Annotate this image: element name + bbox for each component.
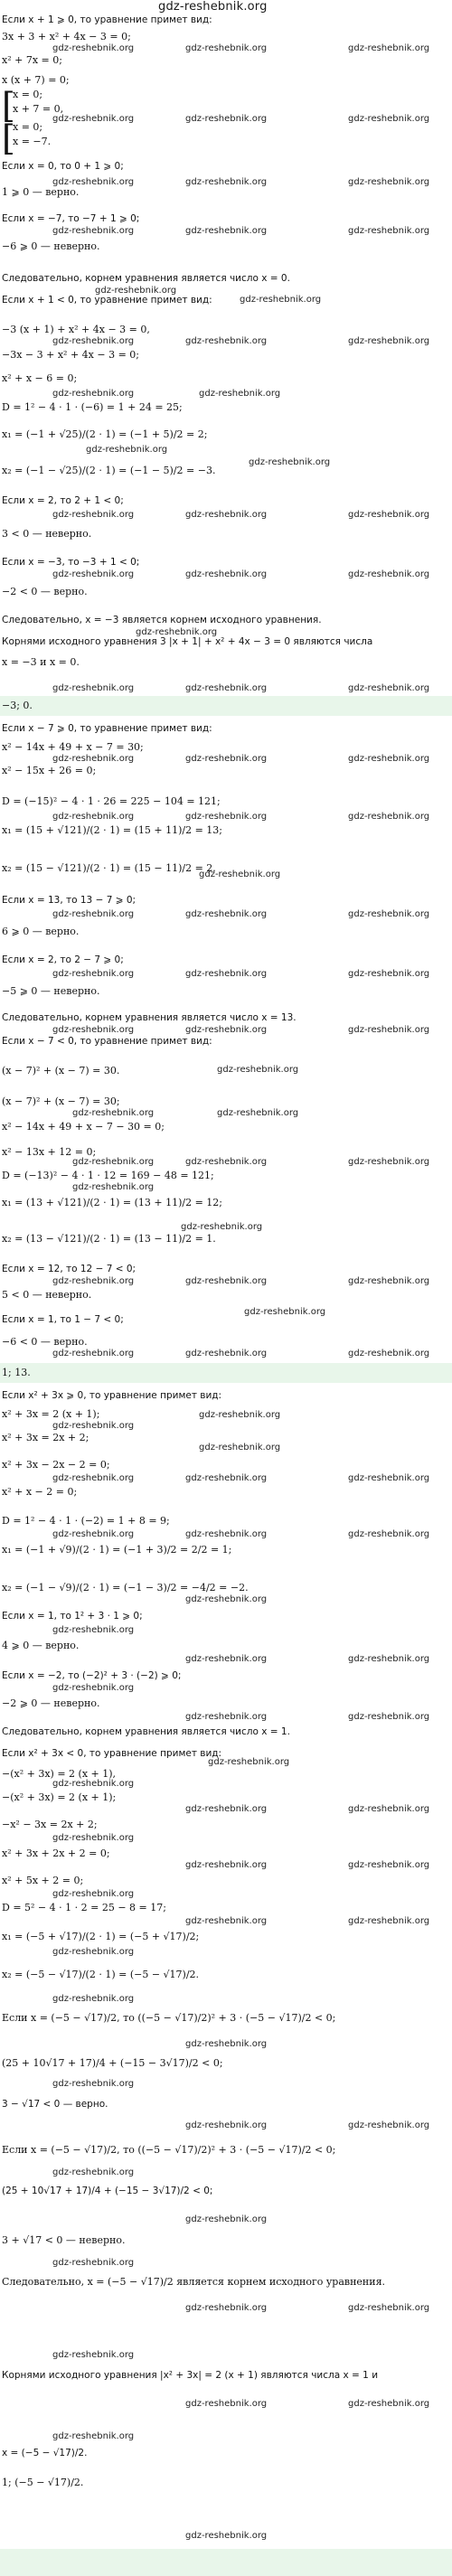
text-line: Если x = 13, то 13 − 7 ⩾ 0; [2,895,137,906]
watermark: gdz-reshebnik.org [348,114,430,124]
watermark: gdz-reshebnik.org [52,2167,135,2177]
math-line: x₂ = (13 − √121)/(2 · 1) = (13 − 11)/2 = 1. [2,1233,216,1245]
watermark: gdz-reshebnik.org [348,1473,430,1483]
watermark: gdz-reshebnik.org [72,1108,155,1118]
watermark: gdz-reshebnik.org [244,1307,326,1317]
answer-text-2: 1; 13. [2,1367,31,1378]
watermark: gdz-reshebnik.org [185,1916,268,1926]
watermark: gdz-reshebnik.org [185,2039,268,2049]
math-line: x² + 3x − 2x − 2 = 0; [2,1459,110,1471]
watermark: gdz-reshebnik.org [348,1860,430,1870]
watermark: gdz-reshebnik.org [217,1065,299,1075]
watermark: gdz-reshebnik.org [185,2214,268,2224]
math-line: D = 5² − 4 · 1 · 2 = 25 − 8 = 17; [2,1902,166,1913]
math-line: x² + 7x = 0; [2,54,62,66]
text-line: x = (−5 − √17)/2. [2,2448,88,2458]
watermark: gdz-reshebnik.org [95,286,177,296]
watermark: gdz-reshebnik.org [199,1443,281,1453]
watermark: gdz-reshebnik.org [185,1860,268,1870]
text-line: Если x = 0, то 0 + 1 ⩾ 0; [2,161,124,172]
watermark: gdz-reshebnik.org [185,1025,268,1035]
text-line: (25 + 10√17 + 17)/4 + (−15 − 3√17)/2 < 0; [2,2186,213,2196]
math-line: x² + x − 2 = 0; [2,1486,78,1498]
text-line: Если x² + 3x < 0, то уравнение примет вид: [2,1748,222,1759]
math-line: x = −3 и x = 0. [2,656,80,668]
text-line: Если x = −3, то −3 + 1 < 0; [2,557,140,568]
header-watermark: gdz-reshebnik.org [158,0,268,14]
text-line: Если x² + 3x ⩾ 0, то уравнение примет вид: [2,1390,222,1401]
watermark: gdz-reshebnik.org [348,336,430,346]
system-bracket: [ [2,118,15,158]
math-line: Следовательно, x = (−5 − √17)/2 является корнем исходного уравнения. [2,2276,386,2288]
text-line: 3 − √17 < 0 — верно. [2,2099,108,2110]
watermark: gdz-reshebnik.org [185,1349,268,1359]
watermark: gdz-reshebnik.org [52,1421,135,1431]
watermark: gdz-reshebnik.org [185,2303,268,2313]
watermark: gdz-reshebnik.org [348,1654,430,1664]
math-line: x = 0; [13,89,43,100]
math-line: 6 ⩾ 0 — верно. [2,926,80,937]
answer-box-1 [0,696,452,716]
watermark: gdz-reshebnik.org [52,2350,135,2360]
watermark: gdz-reshebnik.org [185,909,268,919]
text-line: Следовательно, корнем уравнения является число x = 13. [2,1012,297,1023]
math-line: x₂ = (−1 − √25)/(2 · 1) = (−1 − 5)/2 = −3. [2,465,216,476]
watermark: gdz-reshebnik.org [185,1157,268,1167]
watermark: gdz-reshebnik.org [348,1276,430,1286]
watermark: gdz-reshebnik.org [52,1276,135,1286]
math-line: x² + 5x + 2 = 0; [2,1875,84,1886]
watermark: gdz-reshebnik.org [185,226,268,236]
watermark: gdz-reshebnik.org [348,510,430,520]
math-line: D = (−15)² − 4 · 1 · 26 = 225 − 104 = 121; [2,795,221,807]
text-line: Если x − 7 ⩾ 0, то уравнение примет вид: [2,723,212,734]
watermark: gdz-reshebnik.org [52,226,135,236]
watermark: gdz-reshebnik.org [348,812,430,822]
watermark: gdz-reshebnik.org [52,510,135,520]
math-line: Если x = (−5 − √17)/2, то ((−5 − √17)/2)² + 3 · (−5 − √17)/2 < 0; [2,2012,336,2024]
watermark: gdz-reshebnik.org [52,2258,135,2268]
watermark: gdz-reshebnik.org [185,2120,268,2130]
math-line: 3 < 0 — неверно. [2,528,92,540]
watermark: gdz-reshebnik.org [199,389,281,399]
watermark: gdz-reshebnik.org [348,43,430,53]
watermark: gdz-reshebnik.org [348,2303,430,2313]
watermark: gdz-reshebnik.org [52,1994,135,2004]
math-line: x (x + 7) = 0; [2,74,70,86]
watermark: gdz-reshebnik.org [185,2531,268,2541]
math-line: −2 < 0 — верно. [2,586,88,597]
watermark: gdz-reshebnik.org [52,812,135,822]
math-line: x² + x − 6 = 0; [2,372,78,384]
watermark: gdz-reshebnik.org [185,2399,268,2409]
math-line: −3 (x + 1) + x² + 4x − 3 = 0, [2,324,150,335]
math-line: −6 ⩾ 0 — неверно. [2,240,100,252]
watermark: gdz-reshebnik.org [185,1654,268,1664]
watermark: gdz-reshebnik.org [185,1594,268,1604]
watermark: gdz-reshebnik.org [52,754,135,764]
math-line: −(x² + 3x) = 2 (x + 1); [2,1791,117,1803]
watermark: gdz-reshebnik.org [348,1916,430,1926]
math-line: x² + 3x = 2 (x + 1); [2,1408,100,1420]
text-line: Корнями исходного уравнения |x² + 3x| = 2 (x + 1) являются числа x = 1 и [2,2370,379,2381]
math-line: x₂ = (−1 − √9)/(2 · 1) = (−1 − 3)/2 = −4/2 = −2. [2,1582,249,1594]
watermark: gdz-reshebnik.org [348,1349,430,1359]
system-bracket: [ [2,86,15,126]
watermark: gdz-reshebnik.org [348,1157,430,1167]
watermark: gdz-reshebnik.org [52,389,135,399]
math-line: x₂ = (−5 − √17)/(2 · 1) = (−5 − √17)/2. [2,1969,200,1980]
math-line: 1 ⩾ 0 — верно. [2,186,80,198]
text-line: Если x = 1, то 1² + 3 · 1 ⩾ 0; [2,1611,143,1622]
text-line: Если x = 2, то 2 − 7 ⩾ 0; [2,954,124,965]
watermark: gdz-reshebnik.org [52,1833,135,1843]
math-line: −2 ⩾ 0 — неверно. [2,1697,100,1709]
text-line: Если x + 1 < 0, то уравнение примет вид: [2,295,212,306]
math-line: −6 < 0 — верно. [2,1336,88,1348]
watermark: gdz-reshebnik.org [185,683,268,693]
math-line: x = −7. [13,136,52,147]
text-line: Если x = 12, то 12 − 7 < 0; [2,1264,137,1274]
math-line: (25 + 10√17 + 17)/4 + (−15 − 3√17)/2 < 0; [2,2057,223,2069]
text-line: Если x = −7, то −7 + 1 ⩾ 0; [2,213,140,224]
watermark: gdz-reshebnik.org [185,812,268,822]
watermark: gdz-reshebnik.org [185,1529,268,1539]
watermark: gdz-reshebnik.org [348,226,430,236]
watermark: gdz-reshebnik.org [185,1804,268,1814]
watermark: gdz-reshebnik.org [348,2399,430,2409]
watermark: gdz-reshebnik.org [348,177,430,187]
watermark: gdz-reshebnik.org [52,909,135,919]
watermark: gdz-reshebnik.org [52,43,135,53]
watermark: gdz-reshebnik.org [185,43,268,53]
watermark: gdz-reshebnik.org [52,177,135,187]
watermark: gdz-reshebnik.org [348,1712,430,1722]
watermark: gdz-reshebnik.org [86,445,168,455]
watermark: gdz-reshebnik.org [52,1529,135,1539]
watermark: gdz-reshebnik.org [136,627,218,637]
math-line: (x − 7)² + (x − 7) = 30; [2,1095,120,1107]
math-line: (x − 7)² + (x − 7) = 30. [2,1065,120,1076]
watermark: gdz-reshebnik.org [185,1276,268,1286]
text-line: Корнями исходного уравнения 3 |x + 1| + x² + 4x − 3 = 0 являются числа [2,636,373,647]
math-line: 5 < 0 — неверно. [2,1289,92,1301]
math-line: x₁ = (−5 + √17)/(2 · 1) = (−5 + √17)/2; [2,1931,200,1942]
watermark: gdz-reshebnik.org [52,1947,135,1957]
watermark: gdz-reshebnik.org [185,1712,268,1722]
watermark: gdz-reshebnik.org [52,1349,135,1359]
watermark: gdz-reshebnik.org [348,909,430,919]
math-line: 1; (−5 − √17)/2. [2,2477,84,2488]
text-line: Если x + 1 ⩾ 0, то уравнение примет вид: [2,14,212,25]
math-line: −(x² + 3x) = 2 (x + 1), [2,1768,117,1780]
watermark: gdz-reshebnik.org [52,1025,135,1035]
watermark: gdz-reshebnik.org [185,336,268,346]
text-line: Следовательно, корнем уравнения является число x = 0. [2,273,290,284]
watermark: gdz-reshebnik.org [348,969,430,979]
math-line: x² − 14x + 49 + x − 7 − 30 = 0; [2,1121,165,1133]
watermark: gdz-reshebnik.org [52,2079,135,2089]
watermark: gdz-reshebnik.org [348,1529,430,1539]
text-line: Если x = 2, то 2 + 1 < 0; [2,495,124,506]
text-line: Если x = −2, то (−2)² + 3 · (−2) ⩾ 0; [2,1670,182,1681]
watermark: gdz-reshebnik.org [249,457,331,467]
watermark: gdz-reshebnik.org [185,510,268,520]
text-line: Если x − 7 < 0, то уравнение примет вид: [2,1036,212,1047]
watermark: gdz-reshebnik.org [52,114,135,124]
math-line: D = 1² − 4 · 1 · (−2) = 1 + 8 = 9; [2,1515,170,1527]
math-line: x² + 3x + 2x + 2 = 0; [2,1847,110,1859]
math-line: −5 ⩾ 0 — неверно. [2,985,100,997]
watermark: gdz-reshebnik.org [185,569,268,579]
watermark: gdz-reshebnik.org [52,336,135,346]
watermark: gdz-reshebnik.org [52,569,135,579]
math-line: 4 ⩾ 0 — верно. [2,1640,80,1651]
watermark: gdz-reshebnik.org [72,1182,155,1192]
watermark: gdz-reshebnik.org [348,1804,430,1814]
math-line: x² − 14x + 49 + x − 7 = 30; [2,741,144,753]
math-line: x₁ = (−1 + √9)/(2 · 1) = (−1 + 3)/2 = 2/2 = 1; [2,1544,232,1556]
math-line: D = 1² − 4 · 1 · (−6) = 1 + 24 = 25; [2,401,183,413]
math-line: 3x + 3 + x² + 4x − 3 = 0; [2,31,131,42]
watermark: gdz-reshebnik.org [52,1473,135,1483]
watermark: gdz-reshebnik.org [348,569,430,579]
watermark: gdz-reshebnik.org [52,969,135,979]
math-line: x₁ = (13 + √121)/(2 · 1) = (13 + 11)/2 = 12; [2,1197,223,1208]
watermark: gdz-reshebnik.org [199,870,281,879]
watermark: gdz-reshebnik.org [217,1108,299,1118]
answer-box-3 [0,2549,452,2576]
watermark: gdz-reshebnik.org [185,177,268,187]
watermark: gdz-reshebnik.org [348,1025,430,1035]
watermark: gdz-reshebnik.org [208,1757,290,1767]
math-line: Если x = (−5 − √17)/2, то ((−5 − √17)/2)² + 3 · (−5 − √17)/2 < 0; [2,2144,336,2156]
watermark: gdz-reshebnik.org [52,2431,135,2441]
watermark: gdz-reshebnik.org [199,1410,281,1420]
math-line: x = 0; [13,121,43,133]
watermark: gdz-reshebnik.org [348,754,430,764]
math-line: x₂ = (15 − √121)/(2 · 1) = (15 − 11)/2 = 2. [2,862,216,874]
watermark: gdz-reshebnik.org [72,1157,155,1167]
text-line: Следовательно, x = −3 является корнем исходного уравнения. [2,615,322,625]
math-line: D = (−13)² − 4 · 1 · 12 = 169 − 48 = 121; [2,1170,214,1181]
watermark: gdz-reshebnik.org [52,683,135,693]
text-line: Если x = 1, то 1 − 7 < 0; [2,1314,124,1325]
math-line: 3 + √17 < 0 — неверно. [2,2234,126,2246]
watermark: gdz-reshebnik.org [348,683,430,693]
watermark: gdz-reshebnik.org [185,1473,268,1483]
math-line: −x² − 3x = 2x + 2; [2,1819,98,1830]
watermark: gdz-reshebnik.org [185,114,268,124]
watermark: gdz-reshebnik.org [348,2120,430,2130]
answer-box-2 [0,1363,452,1383]
math-line: x² − 13x + 12 = 0; [2,1146,97,1158]
math-line: −3x − 3 + x² + 4x − 3 = 0; [2,349,139,361]
watermark: gdz-reshebnik.org [185,754,268,764]
math-line: x + 7 = 0, [13,103,64,115]
watermark: gdz-reshebnik.org [52,1625,135,1635]
answer-text-1: −3; 0. [2,700,33,711]
math-line: x₁ = (15 + √121)/(2 · 1) = (15 + 11)/2 = 13; [2,824,223,836]
watermark: gdz-reshebnik.org [240,295,322,305]
math-line: x₁ = (−1 + √25)/(2 · 1) = (−1 + 5)/2 = 2; [2,428,208,440]
watermark: gdz-reshebnik.org [52,1683,135,1693]
watermark: gdz-reshebnik.org [52,1779,135,1789]
text-line: Следовательно, корнем уравнения является число x = 1. [2,1726,290,1737]
watermark: gdz-reshebnik.org [52,1889,135,1899]
math-line: x² − 15x + 26 = 0; [2,765,97,776]
watermark: gdz-reshebnik.org [185,969,268,979]
watermark: gdz-reshebnik.org [181,1222,263,1232]
math-line: x² + 3x = 2x + 2; [2,1432,89,1443]
